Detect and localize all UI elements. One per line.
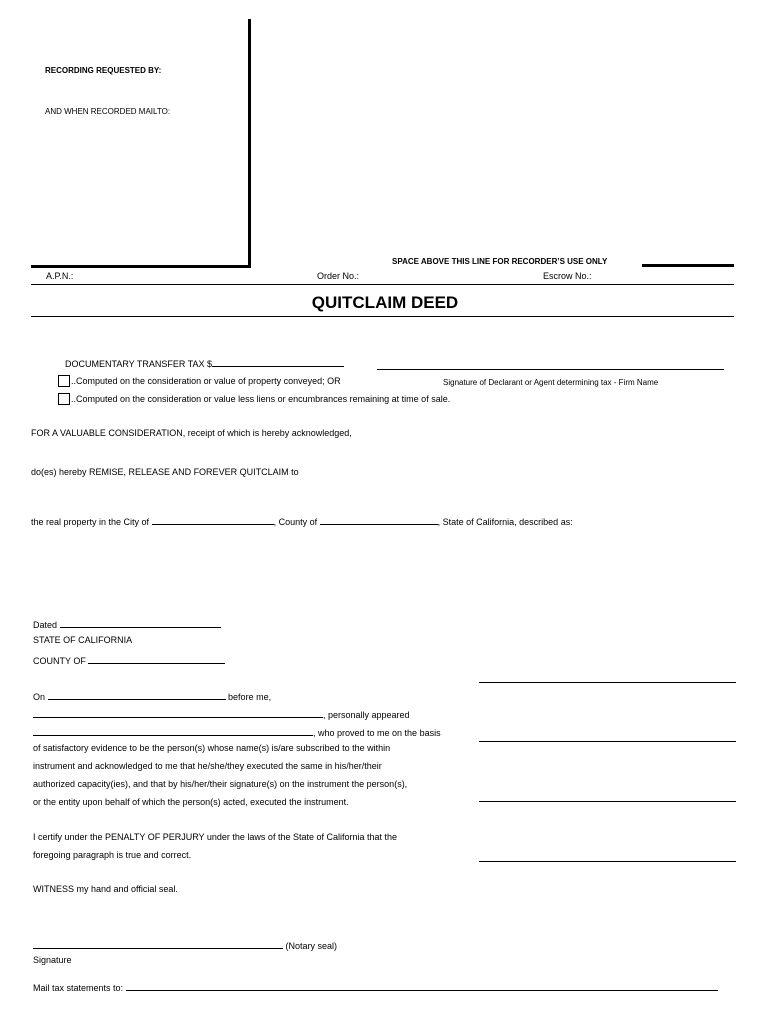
- perjury-line2: foregoing paragraph is true and correct.: [33, 850, 192, 860]
- on-row: [33, 689, 271, 702]
- option1-checkbox[interactable]: [58, 375, 70, 387]
- recorder-space-label: SPACE ABOVE THIS LINE FOR RECORDER’S USE ONLY: [392, 257, 608, 266]
- dated-row: [33, 617, 221, 630]
- property-prefix: the real property in the City of: [31, 517, 150, 527]
- on-date-field[interactable]: [48, 689, 226, 700]
- mail-tax-label: Mail tax statements to:: [33, 983, 124, 993]
- property-suffix: , State of California, described as:: [437, 517, 573, 527]
- witness-text: WITNESS my hand and official seal.: [33, 884, 178, 894]
- mail-to-label: AND WHEN RECORDED MAILTO:: [45, 107, 171, 116]
- recorder-divider-vertical: [248, 19, 251, 268]
- on-label: On: [33, 692, 46, 702]
- declarant-signature-line[interactable]: [377, 369, 724, 370]
- notary-text-line3: authorized capacity(ies), and that by his/her/their signature(s) on the instrument the person(s),: [33, 779, 408, 789]
- city-field[interactable]: [152, 514, 274, 525]
- right-blank-line-4[interactable]: [479, 861, 736, 862]
- option1-text: ..Computed on the consideration or value of property conveyed; OR: [71, 376, 341, 386]
- signer-name-field[interactable]: [33, 725, 313, 736]
- notary-text-line1: of satisfactory evidence to be the person(s) whose name(s) is/are subscribed to the within: [33, 743, 391, 753]
- notary-text-line4: or the entity upon behalf of which the person(s) acted, executed the instrument.: [33, 797, 349, 807]
- county-field[interactable]: [320, 514, 438, 525]
- transfer-tax-label: [65, 356, 344, 369]
- recorder-divider-right: [642, 264, 734, 267]
- recorder-divider-left: [31, 265, 250, 268]
- transfer-tax-amount-field[interactable]: [212, 356, 344, 367]
- right-blank-line-2[interactable]: [479, 741, 736, 742]
- property-county: , County of: [273, 517, 318, 527]
- perjury-line1: I certify under the PENALTY OF PERJURY under the laws of the State of California that the: [33, 832, 398, 842]
- recording-requested-by-label: RECORDING REQUESTED BY:: [45, 66, 162, 75]
- consideration-text: FOR A VALUABLE CONSIDERATION, receipt of which is hereby acknowledged,: [31, 428, 352, 438]
- dated-field[interactable]: [60, 617, 221, 628]
- proved-row: [33, 725, 441, 738]
- page-title: QUITCLAIM DEED: [311, 293, 459, 312]
- notary-seal-label: (Notary seal): [285, 941, 338, 951]
- appeared-row: [33, 707, 410, 720]
- option2-checkbox[interactable]: [58, 393, 70, 405]
- county-row: [33, 653, 225, 666]
- right-blank-line-1[interactable]: [479, 682, 736, 683]
- property-description: [31, 514, 573, 527]
- notary-text-line2: instrument and acknowledged to me that he/she/they executed the same in his/her/their: [33, 761, 382, 771]
- notary-signature-field[interactable]: [33, 938, 283, 949]
- state-label: STATE OF CALIFORNIA: [33, 635, 133, 645]
- declarant-signature-caption: Signature of Declarant or Agent determining tax - Firm Name: [443, 378, 659, 387]
- mail-tax-row: [33, 980, 718, 993]
- transfer-tax-text: DOCUMENTARY TRANSFER TAX $: [65, 359, 213, 369]
- option2-text: ..Computed on the consideration or value less liens or encumbrances remaining at time of sale.: [71, 394, 451, 404]
- before-me-label: before me,: [228, 692, 272, 702]
- appeared-label: , personally appeared: [323, 710, 410, 720]
- notary-seal-row: [33, 938, 337, 951]
- mail-tax-field[interactable]: [126, 980, 718, 991]
- county-label: COUNTY OF: [33, 656, 86, 666]
- header-rule-top: [31, 284, 734, 285]
- quitclaim-text: do(es) hereby REMISE, RELEASE AND FOREVER QUITCLAIM to: [31, 467, 299, 477]
- apn-label: A.P.N.:: [46, 271, 74, 281]
- signature-label: Signature: [33, 955, 72, 965]
- escrow-no-label: Escrow No.:: [543, 271, 592, 281]
- notary-county-field[interactable]: [88, 653, 225, 664]
- dated-label: Dated: [33, 620, 58, 630]
- notary-name-field[interactable]: [33, 707, 323, 718]
- right-blank-line-3[interactable]: [479, 801, 736, 802]
- proved-label: , who proved to me on the basis: [313, 728, 441, 738]
- order-no-label: Order No.:: [317, 271, 360, 281]
- header-rule-bottom: [31, 316, 734, 317]
